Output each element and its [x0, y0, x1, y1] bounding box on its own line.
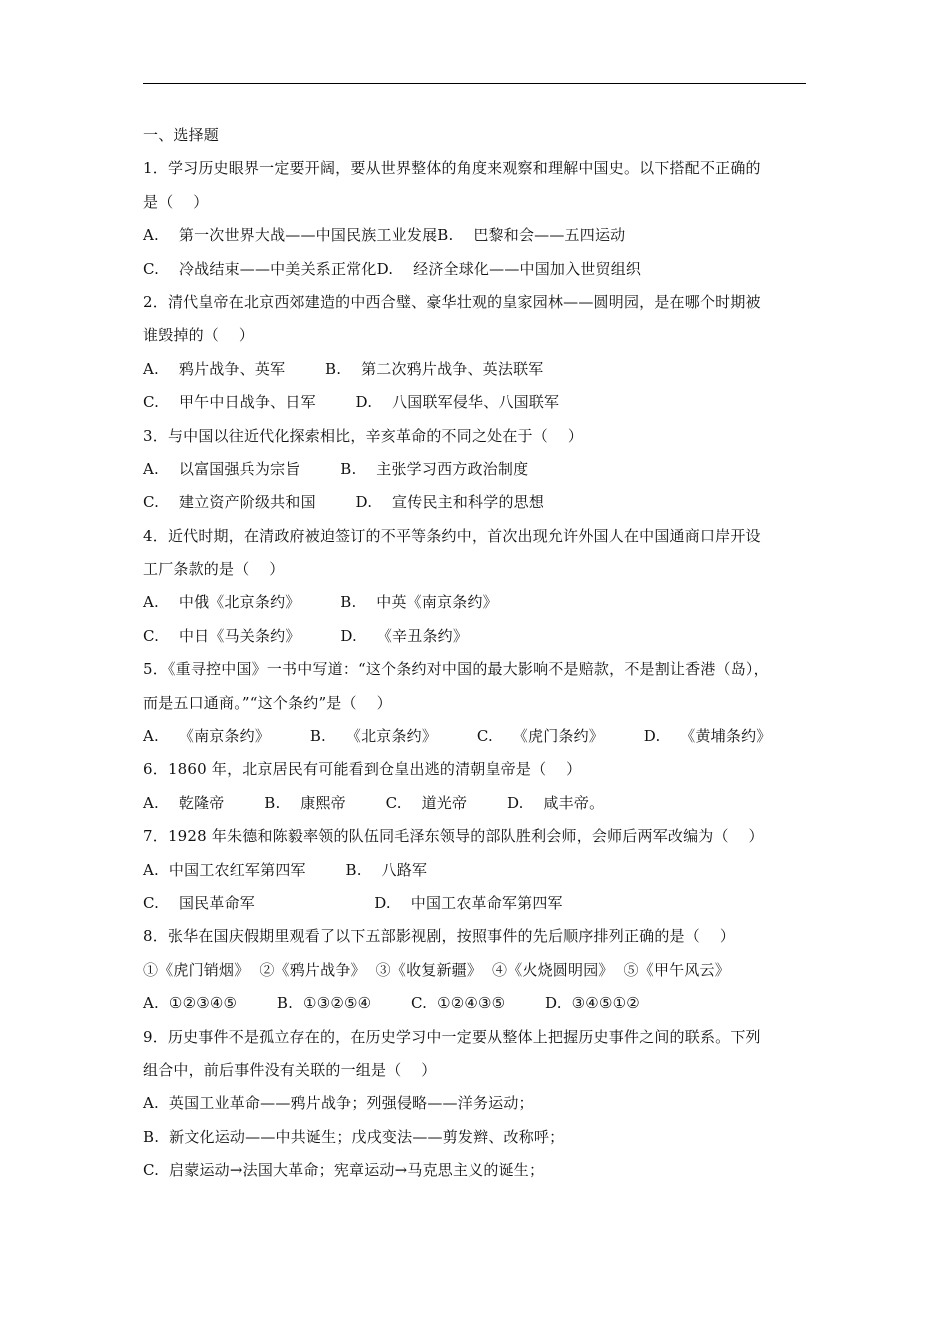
- question-9-stem: 9．历史事件不是孤立存在的，在历史学习中一定要从整体上把握历史事件之间的联系。下列: [143, 1027, 761, 1046]
- question-2-options-cd: C. 甲午中日战争、日军 D. 八国联军侵华、八国联军: [143, 393, 560, 412]
- question-4-stem: 4．近代时期，在清政府被迫签订的不平等条约中，首次出现允许外国人在中国通商口岸开设: [143, 526, 761, 545]
- question-6-stem: 6．1860 年，北京居民有可能看到仓皇出逃的清朝皇帝是（ ）: [143, 760, 582, 779]
- question-5-stem: 5．《重寻控中国》一书中写道：“这个条约对中国的最大影响不是赔款，不是割让香港（岛），: [143, 660, 769, 679]
- question-4-options-ab: A. 中俄《北京条约》 B. 中英《南京条约》: [143, 593, 498, 612]
- question-4-options-cd: C. 中日《马关条约》 D. 《辛丑条约》: [143, 626, 469, 645]
- question-4-stem-cont: 工厂条款的是（ ）: [143, 560, 285, 579]
- question-3-stem: 3．与中国以往近代化探索相比，辛亥革命的不同之处在于（ ）: [143, 426, 584, 445]
- question-1-stem-cont: 是（ ）: [143, 192, 209, 211]
- question-8-stem: 8．张华在国庆假期里观看了以下五部影视剧，按照事件的先后顺序排列正确的是（ ）: [143, 927, 736, 946]
- question-1-options-cd: C. 冷战结束——中美关系正常化D. 经济全球化——中国加入世贸组织: [143, 259, 642, 278]
- question-8-items: ①《虎门销烟》 ②《鸦片战争》 ③《收复新疆》 ④《火烧圆明园》 ⑤《甲午风云》: [143, 960, 730, 979]
- question-3-options-cd: C. 建立资产阶级共和国 D. 宣传民主和科学的思想: [143, 493, 545, 512]
- question-6-options: A. 乾隆帝 B. 康熙帝 C. 道光帝 D. 咸丰帝。: [143, 793, 605, 812]
- question-9-option-b: B. 新文化运动——中共诞生；戊戌变法——剪发辫、改称呼；: [143, 1127, 565, 1146]
- question-8-options: A. ①②③④⑤ B. ①③②⑤④ C. ①②④③⑤ D. ③④⑤①②: [143, 994, 640, 1013]
- question-7-options-ab: A. 中国工农红军第四军 B. 八路军: [143, 860, 428, 879]
- question-2-options-ab: A. 鸦片战争、英军 B. 第二次鸦片战争、英法联军: [143, 359, 544, 378]
- question-5-options: A. 《南京条约》 B. 《北京条约》 C. 《虎门条约》 D. 《黄埔条约》: [143, 727, 772, 746]
- question-9-option-a: A. 英国工业革命——鸦片战争；列强侵略——洋务运动；: [143, 1094, 534, 1113]
- question-9-option-c: C. 启蒙运动→法国大革命；宪章运动→马克思主义的诞生；: [143, 1161, 545, 1180]
- question-1-stem: 1．学习历史眼界一定要开阔，要从世界整体的角度来观察和理解中国史。以下搭配不正确的: [143, 159, 761, 178]
- header-rule: [143, 83, 806, 84]
- question-2-stem-cont: 谁毁掉的（ ）: [143, 326, 255, 345]
- question-5-stem-cont: 而是五口通商。”“这个条约”是（ ）: [143, 693, 392, 712]
- question-7-options-cd: C. 国民革命军 D. 中国工农革命军第四军: [143, 893, 563, 912]
- question-1-options-ab: A. 第一次世界大战——中国民族工业发展B. 巴黎和会——五四运动: [143, 226, 626, 245]
- question-3-options-ab: A. 以富国强兵为宗旨 B. 主张学习西方政治制度: [143, 459, 529, 478]
- question-9-stem-cont: 组合中，前后事件没有关联的一组是（ ）: [143, 1060, 437, 1079]
- exam-content: [143, 119, 823, 1188]
- section-heading: 一、选择题: [143, 126, 220, 144]
- question-2-stem: 2．清代皇帝在北京西郊建造的中西合璧、豪华壮观的皇家园林——圆明园，是在哪个时期被: [143, 292, 761, 311]
- question-7-stem: 7．1928 年朱德和陈毅率领的队伍同毛泽东领导的部队胜利会师，会师后两军改编为（ ）: [143, 827, 764, 846]
